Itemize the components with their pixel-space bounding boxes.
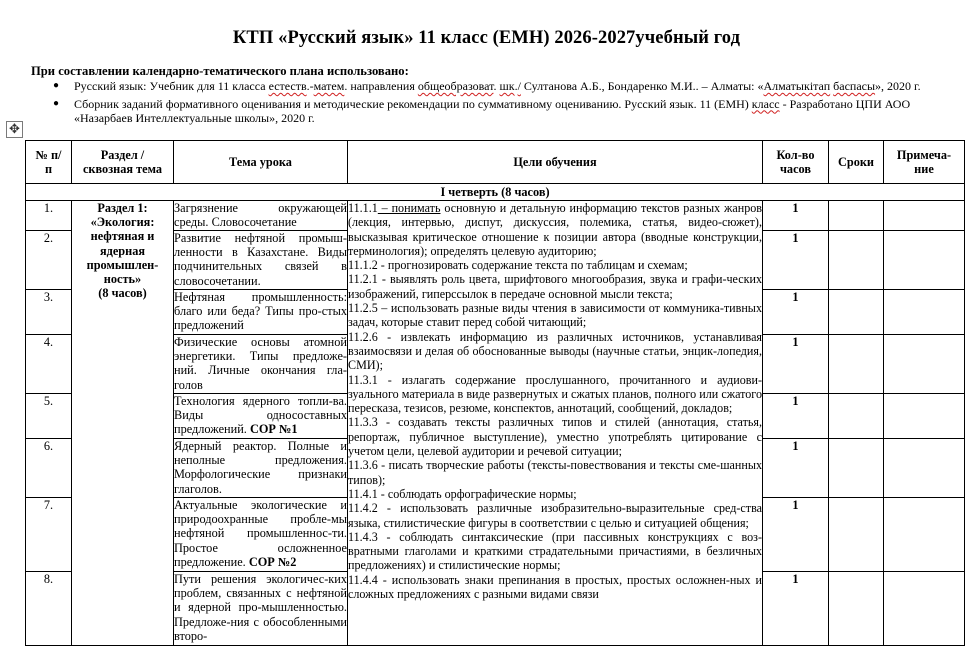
row-num: 3.: [26, 290, 72, 335]
row-hours: 1: [763, 439, 829, 498]
topic-text: Ядерный реактор. Полные и неполные предложения. Морфологические признаки глаголов.: [174, 439, 347, 496]
quarter-row: [26, 184, 965, 201]
header-goals: Цели обучения: [348, 141, 763, 184]
bullet-icon: ●: [53, 80, 60, 91]
goal-item: 11.4.4 - использовать знаки препинания в простых, простых осложнен-ных и сложных предложениях с разными видами связи: [348, 572, 762, 602]
row-num: 4.: [26, 335, 72, 394]
ref1-text-e: .: [514, 79, 518, 93]
row-notes[interactable]: [884, 394, 965, 439]
row-notes[interactable]: [884, 439, 965, 498]
header-section: Раздел / сквозная тема: [72, 141, 174, 184]
ref1-text-a: Русский язык: Учебник для 11 класса: [74, 79, 269, 93]
row-hours: 1: [763, 231, 829, 290]
row-notes[interactable]: [884, 335, 965, 394]
goal-item: 11.3.3 - создавать тексты различных типов и стилей (аннотация, статья, репортаж, публичное выступление), уместно употреблять цитирование с учетом цели, целевой аудитории и речевой ситуации;: [348, 415, 762, 459]
row-dates[interactable]: [829, 498, 884, 572]
topic-text: Загрязнение окружающей среды. Словосочетание: [174, 201, 347, 230]
reference-item-2: [31, 97, 956, 126]
table-row: [26, 201, 965, 231]
quarter-label: I четверть (8 часов): [26, 184, 965, 201]
bullet-icon: ●: [53, 97, 60, 109]
header-dates: Сроки: [829, 141, 884, 184]
row-dates[interactable]: [829, 231, 884, 290]
ref2-text-a: Сборник заданий формативного оценивания и методические рекомендации по суммативному оцениванию. Русский язык. 11 (ЕМН): [74, 96, 752, 111]
topic-text: Нефтяная промышленность: благо или беда? Типы про-стых предложений: [174, 290, 347, 333]
ktp-table: [25, 140, 965, 646]
ref2-spell-klass: класс: [751, 96, 780, 111]
ref1-spell-estestv: естеств: [268, 79, 307, 93]
goal-item: 11.1.2 - прогнозировать содержание текста по таблицам и схемам;: [348, 258, 688, 273]
row-topic: [174, 290, 348, 335]
topic-body: Актуальные экологические и природоохранные пробле-мы нефтяной промышленнос-ти. Простое осложненное предложение.: [174, 498, 347, 569]
ref1-text-c: . направления: [344, 79, 418, 93]
header-topic: Тема урока: [174, 141, 348, 184]
document-title: КТП «Русский язык» 11 класс (ЕМН) 2026-2027учебный год: [232, 28, 741, 48]
row-num: 8.: [26, 572, 72, 646]
header-row: [26, 141, 965, 184]
table-move-handle-icon[interactable]: ✥: [6, 121, 23, 138]
section-hours: (8 часов): [98, 286, 147, 301]
row-notes[interactable]: [884, 201, 965, 231]
ref1-spell-matem: матем: [313, 79, 345, 93]
row-notes[interactable]: [884, 290, 965, 335]
section-cell: [72, 201, 174, 646]
ref1-spell-shk: шк: [499, 79, 515, 93]
sor-badge: СОР №2: [248, 554, 297, 569]
header-num: № п/п: [26, 141, 72, 184]
ref1-spell-baspasy: баспасы: [833, 79, 876, 93]
row-topic: [174, 201, 348, 231]
row-num: 2.: [26, 231, 72, 290]
goal-item: 11.2.1 - выявлять роль цвета, шрифтового многообразия, звука и графи-ческих изображений, гиперссылок в передаче основной мысли текста;: [348, 272, 762, 301]
reference-list: [31, 79, 956, 129]
goal-item: 11.4.1 - соблюдать орфографические нормы;: [348, 486, 577, 501]
row-num: 6.: [26, 439, 72, 498]
ref1-spell-slash: /: [517, 79, 521, 93]
goal-item: 11.3.6 - писать творческие работы (тексты-повествования и тексты сме-шанных типов);: [348, 458, 762, 487]
section-title: Раздел 1: «Экология: нефтяная и ядерная промышлен-ность»: [86, 201, 159, 287]
row-num: 1.: [26, 201, 72, 231]
ref1-text-b: .-: [306, 79, 314, 93]
row-notes[interactable]: [884, 231, 965, 290]
row-dates[interactable]: [829, 290, 884, 335]
topic-text: [174, 498, 347, 569]
topic-body: Технология ядерного топли-ва. Виды односоставных предложений.: [174, 394, 347, 437]
row-dates[interactable]: [829, 201, 884, 231]
header-hours: Кол-во часов: [763, 141, 829, 184]
row-hours: 1: [763, 394, 829, 439]
row-dates[interactable]: [829, 394, 884, 439]
topic-text: Развитие нефтяной промыш-ленности в Казахстане. Виды подчинительных связей в словосочетании.: [174, 231, 347, 288]
topic-text: Пути решения экологичес-ких проблем, связанных с нефтяной и ядерной про-мышленностью. Предложе-ния с обособленными второ-: [174, 572, 347, 643]
goal-item: 11.2.5 – использовать разные виды чтения в зависимости от коммуника-тивных задач, которые ставит перед собой читающий;: [348, 301, 762, 330]
goal-item-lead: [348, 201, 762, 258]
sor-badge: СОР №1: [249, 422, 298, 437]
goals-cell: [348, 201, 763, 646]
goal-item: 11.4.2 - использовать различные изобразительно-выразительные сред-ства языка, стилистические фигуры в соответствии с целью и ситуацией общения;: [348, 501, 762, 530]
row-topic: [174, 572, 348, 646]
ref2-text-b: - Разработано ЦПИ АОО «Назарбаев Интеллектуальные школы», 2020 г.: [74, 96, 911, 125]
row-hours: 1: [763, 335, 829, 394]
reference-item-1: [31, 79, 956, 94]
row-topic: [174, 439, 348, 498]
row-topic: [174, 231, 348, 290]
row-hours: 1: [763, 201, 829, 231]
row-dates[interactable]: [829, 335, 884, 394]
ref1-text-f: Султанова А.Б., Бондаренко М.И.. – Алматы: «: [520, 79, 764, 93]
row-dates[interactable]: [829, 572, 884, 646]
intro-heading: При составлении календарно-тематического плана использовано:: [31, 64, 409, 78]
row-num: 5.: [26, 394, 72, 439]
goal-lead-code: 11.1.1: [348, 201, 378, 215]
ref1-spell-obshcheobrazovat: общеобразоват: [417, 79, 494, 93]
goal-item: 11.3.1 - излагать содержание прослушанного, прочитанного и аудиови-зуального материала в виде развернутых и сжатых планов, полного или сжатого пересказа, тезисов, резюме, конспектов, аннотаций, сообщений, докладов;: [348, 372, 762, 416]
goal-lead-link: – понимать: [377, 201, 441, 215]
topic-text: [174, 394, 347, 437]
goal-item: 11.2.6 - извлекать информацию из различных источников, устанавливая взаимосвязи и делая об обоснованные выводы (научные статьи, энцик-лопедия, СМИ);: [348, 329, 762, 373]
row-topic: [174, 335, 348, 394]
row-hours: 1: [763, 290, 829, 335]
topic-text: Физические основы атомной энергетики. Типы предложе-ний. Личные окончания гла-голов: [174, 335, 347, 392]
row-hours: 1: [763, 498, 829, 572]
ref1-spell-almatykitap: Алматыкітап: [763, 79, 831, 93]
header-notes: Примеча-ние: [884, 141, 965, 184]
row-notes[interactable]: [884, 572, 965, 646]
row-num: 7.: [26, 498, 72, 572]
row-topic: [174, 394, 348, 439]
row-topic: [174, 498, 348, 572]
row-dates[interactable]: [829, 439, 884, 498]
row-hours: 1: [763, 572, 829, 646]
goal-item: 11.4.3 - соблюдать синтаксические (при пассивных конструкциях с воз-вратными глаголами и краткими страдательными причастиями, в безличных предложениях) и стилистические нормы;: [348, 529, 762, 573]
ref1-text-h: », 2020 г.: [875, 79, 921, 93]
goal-lead-rest: основную и детальную информацию текстов разных жанров (лекция, интервью, диспут, дискуссия, полемика, статья, видео-сюжет), высказывая критическое отношение к позиции автора (вводные конструкции, терминология); определять целевую аудиторию;: [348, 201, 763, 258]
ref1-text-d: .: [493, 79, 500, 93]
row-notes[interactable]: [884, 498, 965, 572]
